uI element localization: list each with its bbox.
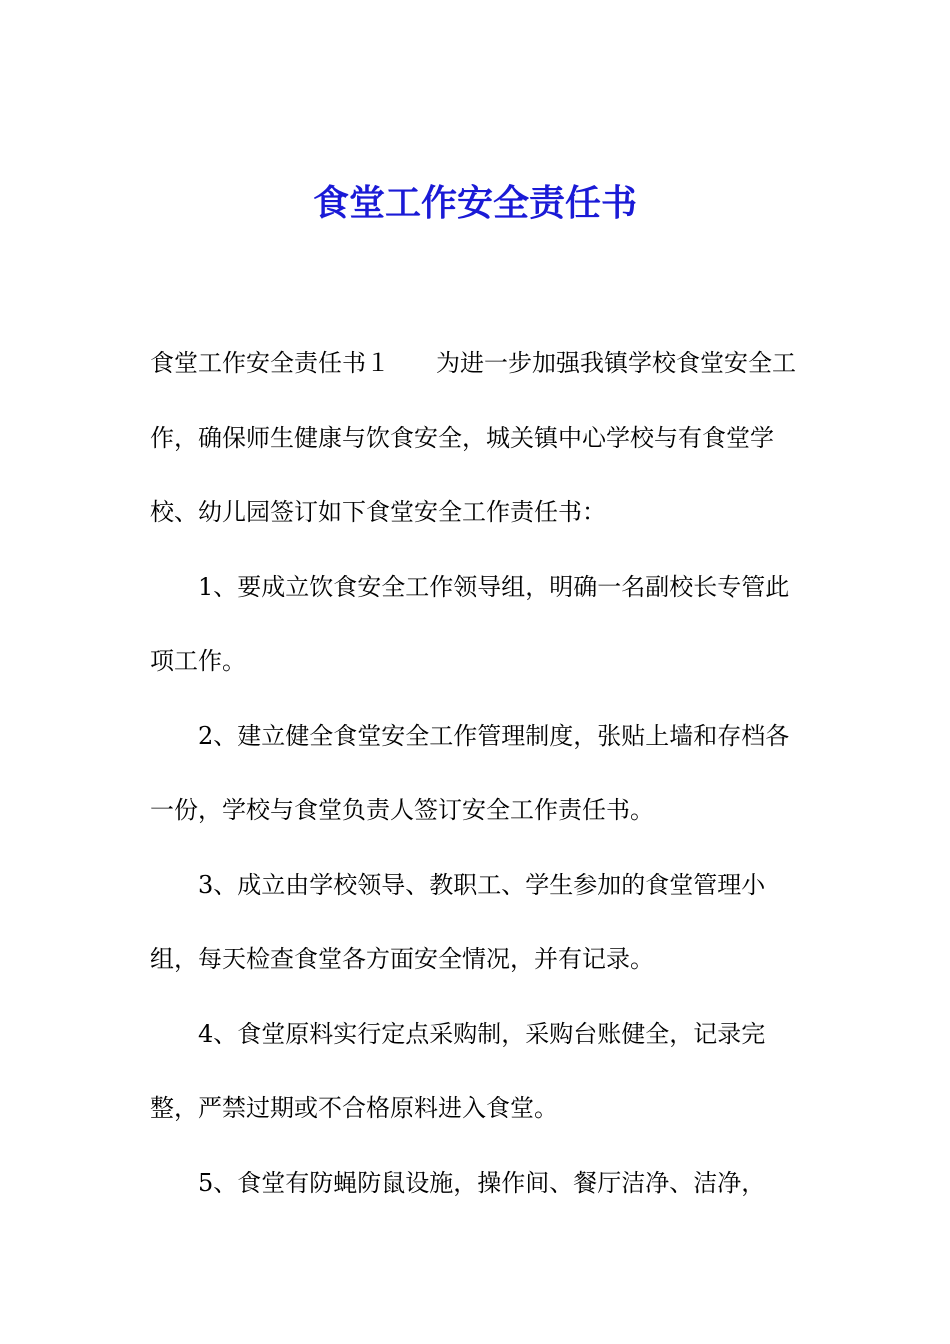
intro-heading: 食堂工作安全责任书１ [150,349,390,377]
list-item: 3、成立由学校领导、教职工、学生参加的食堂管理小组，每天检查食堂各方面安全情况，并有记录。 [150,870,766,973]
intro-paragraph [150,326,810,550]
document-title: 食堂工作安全责任书 [312,182,637,224]
list-item: 4、食堂原料实行定点采购制，采购台账健全，记录完整，严禁过期或不合格原料进入食堂。 [150,1019,766,1122]
list-item: 2、建立健全食堂安全工作管理制度，张贴上墙和存档各一份，学校与食堂负责人签订安全工作责任书。 [150,721,790,824]
list-item: 5、食堂有防蝇防鼠设施，操作间、餐厅洁净、洁净， [198,1168,766,1197]
list-item: 1、要成立饮食安全工作领导组，明确一名副校长专管此项工作。 [150,572,790,675]
document-body [150,326,810,1220]
intro-text: 为进一步加强我镇学校食堂安全工作，确保师生健康与饮食安全，城关镇中心学校与有食堂学校、幼儿园签订如下食堂安全工作责任书： [150,349,796,526]
